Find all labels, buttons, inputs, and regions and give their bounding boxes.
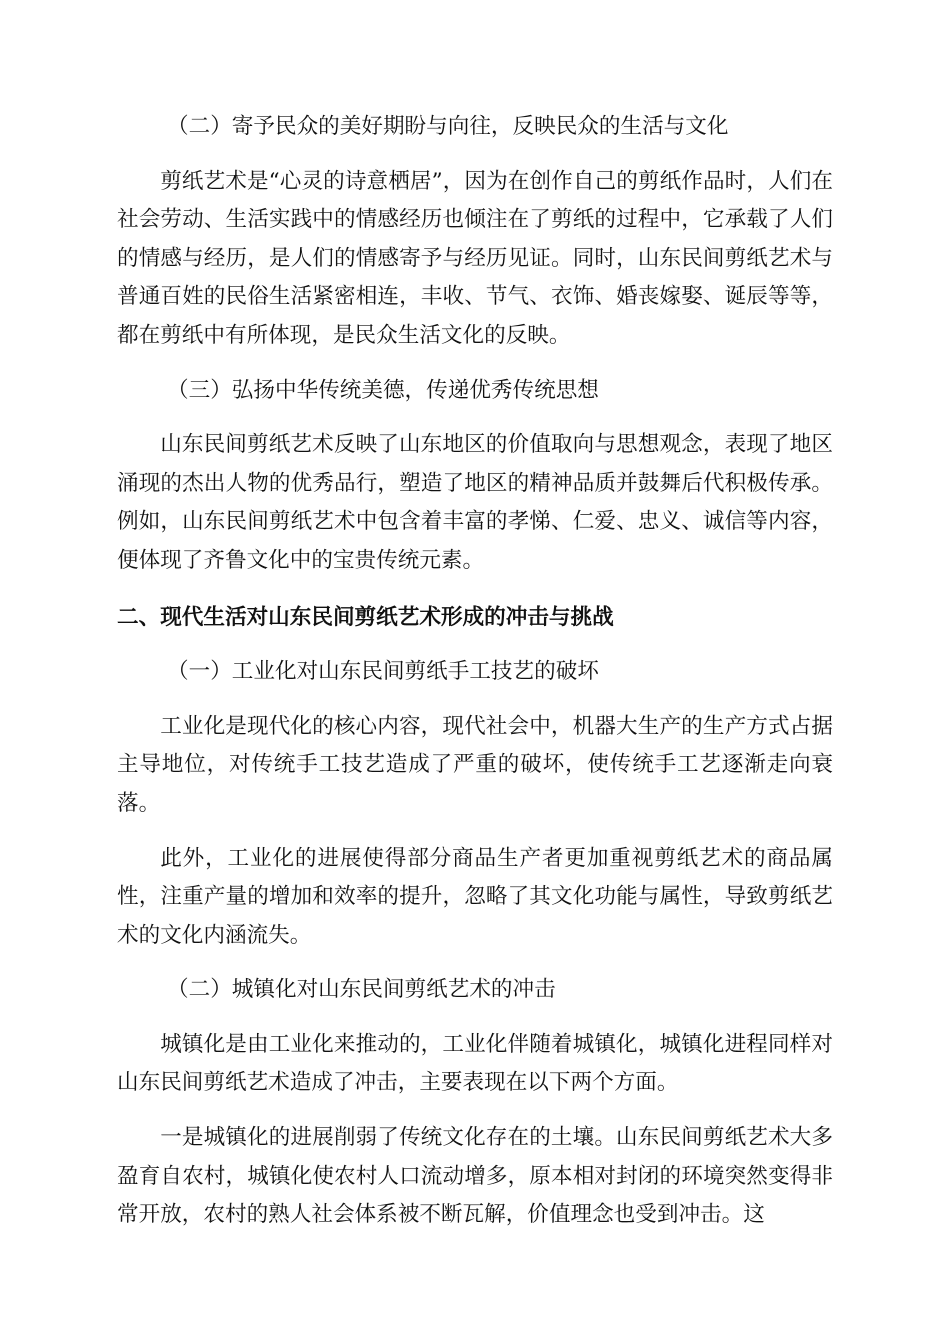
paragraph-6: 一是城镇化的进展削弱了传统文化存在的土壤。山东民间剪纸艺术大多盈育自农村，城镇化使农村人口流动增多，原本相对封闭的环境突然变得非常开放，农村的熟人社会体系被不断瓦解，价值理念也受到冲击。这 xyxy=(117,1125,833,1228)
section-heading-2: 二、现代生活对山东民间剪纸艺术形成的冲击与挑战 xyxy=(117,604,614,630)
paragraph-5: 城镇化是由工业化来推动的，工业化伴随着城镇化，城镇化进程同样对山东民间剪纸艺术造成了冲击，主要表现在以下两个方面。 xyxy=(117,1031,833,1096)
paragraph-1: 剪纸艺术是“心灵的诗意栖居”，因为在创作自己的剪纸作品时，人们在社会劳动、生活实践中的情感经历也倾注在了剪纸的过程中，它承载了人们的情感与经历，是人们的情感寄予与经历见证。同时，山东民间剪纸艺术与普通百姓的民俗生活紧密相连，丰收、节气、衣饰、婚丧嫁娶、诞辰等等，都在剪纸中有所体现，是民众生活文化的反映。 xyxy=(117,168,833,348)
paragraph-2: 山东民间剪纸艺术反映了山东地区的价值取向与思想观念，表现了地区涌现的杰出人物的优秀品行，塑造了地区的精神品质并鼓舞后代积极传承。例如，山东民间剪纸艺术中包含着丰富的孝悌、仁爱、忠义、诚信等内容，便体现了齐鲁文化中的宝贵传统元素。 xyxy=(117,432,833,573)
subheading-2: （二）寄予民众的美好期盼与向往，反映民众的生活与文化 xyxy=(167,114,729,139)
paragraph-3: 工业化是现代化的核心内容，现代社会中，机器大生产的生产方式占据主导地位，对传统手工技艺造成了严重的破坏，使传统手工艺逐渐走向衰落。 xyxy=(117,713,833,816)
subheading-2-2: （二）城镇化对山东民间剪纸艺术的冲击 xyxy=(167,977,556,1003)
paragraph-4: 此外，工业化的进展使得部分商品生产者更加重视剪纸艺术的商品属性，注重产量的增加和效率的提升，忽略了其文化功能与属性，导致剪纸艺术的文化内涵流失。 xyxy=(117,845,833,948)
subheading-2-1: （一）工业化对山东民间剪纸手工技艺的破坏 xyxy=(167,659,599,685)
subheading-3: （三）弘扬中华传统美德，传递优秀传统思想 xyxy=(167,377,599,403)
document-page xyxy=(117,108,833,1235)
